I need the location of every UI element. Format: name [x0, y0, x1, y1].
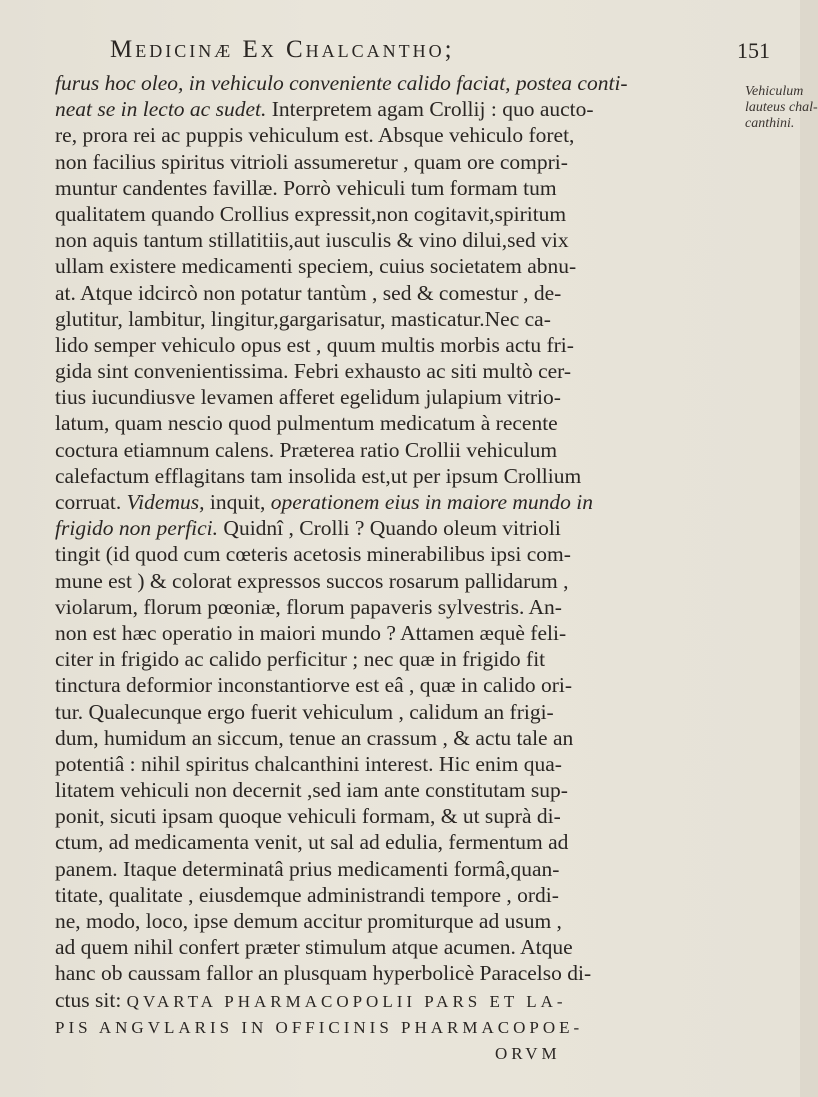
text-line — [55, 541, 743, 567]
text-line — [55, 908, 743, 934]
text-line — [55, 280, 743, 306]
text-line — [55, 201, 743, 227]
margin-note-line: canthini. — [745, 116, 795, 131]
text-line — [55, 332, 743, 358]
roman-text: hanc ob caussam fallor an plusquam hyperbolicè Paracelso di- — [55, 961, 592, 986]
roman-text: non facilius spiritus vitrioli assumeretur , quam ore compri- — [55, 149, 568, 174]
roman-text: tinctura deformior inconstantiorve est eâ , quæ in calido ori- — [55, 673, 573, 698]
roman-text: ctus sit: — [55, 987, 127, 1012]
text-line — [55, 437, 743, 463]
text-line — [55, 384, 743, 410]
body-text — [55, 70, 743, 1065]
text-line — [55, 410, 743, 436]
text-line — [55, 751, 743, 777]
text-line — [55, 489, 743, 515]
running-head-title: Medicinæ Ex Chalcantho; — [110, 36, 455, 63]
roman-text: ullam existere medicamenti speciem, cuius societatem abnu- — [55, 254, 577, 279]
roman-text: at. Atque idcircò non potatur tantùm , sed & comestur , de- — [55, 280, 562, 305]
margin-note-line: Vehiculum — [745, 84, 804, 99]
text-line — [55, 646, 743, 672]
running-head — [110, 36, 770, 66]
roman-text: potentiâ : nihil spiritus chalcanthini interest. Hic enim qua- — [55, 751, 562, 776]
text-line — [55, 515, 743, 541]
italic-text: Videmus, — [126, 490, 205, 514]
text-line — [55, 358, 743, 384]
roman-text: qualitatem quando Crollius expressit,non cogitavit,spiritum — [55, 201, 567, 226]
roman-text: glutitur, lambitur, lingitur,gargarisatur, masticatur.Nec ca- — [55, 306, 551, 331]
roman-text: gida sint convenientissima. Febri exhausto ac siti multò cer- — [55, 359, 572, 384]
roman-text: non aquis tantum stillatitiis,aut iusculis & vino dilui,sed vix — [55, 228, 569, 253]
text-line — [55, 960, 743, 986]
roman-text: Interpretem agam Crollij : quo aucto- — [266, 97, 594, 122]
text-line — [55, 934, 743, 960]
text-line — [55, 699, 743, 725]
roman-text: inquit, — [204, 490, 271, 514]
italic-text: neat se in lecto ac sudet. — [55, 97, 267, 122]
roman-text: tius iucundiusve levamen afferet egelidum julapium vitrio- — [55, 385, 561, 410]
roman-text: re, prora rei ac puppis vehiculum est. Absque vehiculo foret, — [55, 123, 575, 148]
roman-text: citer in frigido ac calido perficitur ; nec quæ in frigido fit — [55, 647, 546, 672]
roman-text: coctura etiamnum calens. Præterea ratio Crollii vehiculum — [55, 437, 558, 462]
roman-text: titate, qualitate , eiusdemque administrandi tempore , ordi- — [55, 882, 559, 907]
text-line — [55, 856, 743, 882]
roman-text: tingit (id quod cum cœteris acetosis minerabilibus ipsi com- — [55, 542, 571, 567]
text-line — [55, 227, 743, 253]
roman-text: lido semper vehiculo opus est , quum multis morbis actu fri- — [55, 332, 574, 357]
text-line — [55, 253, 743, 279]
italic-text: operationem eius in maiore mundo in — [270, 490, 594, 514]
capitals-text: ORVM — [495, 1043, 561, 1063]
roman-text: ad quem nihil confert præter stimulum atque acumen. Atque — [55, 935, 573, 960]
roman-text: ctum, ad medicamenta venit, ut sal ad edulia, fermentum ad — [55, 830, 569, 855]
text-line — [55, 594, 743, 620]
text-line — [55, 803, 743, 829]
text-line — [55, 149, 743, 175]
roman-text: non est hæc operatio in maiori mundo ? Attamen æquè feli- — [55, 620, 567, 645]
roman-text: muntur candentes favillæ. Porrò vehiculi tum formam tum — [55, 175, 557, 200]
roman-text: Quidnî , Crolli ? Quando oleum vitrioli — [218, 516, 561, 541]
italic-text: frigido non perfici. — [55, 516, 219, 541]
roman-text: dum, humidum an siccum, tenue an crassum , & actu tale an — [55, 725, 574, 750]
text-line — [55, 987, 743, 1013]
text-line — [55, 122, 743, 148]
text-line — [55, 620, 743, 646]
text-line — [55, 777, 743, 803]
text-line — [55, 725, 743, 751]
roman-text: ne, modo, loco, ipse demum accitur promiturque ad usum , — [55, 909, 562, 933]
roman-text: ponit, sicuti ipsam quoque vehiculi formam, & ut suprà di- — [55, 804, 561, 829]
roman-text: litatem vehiculi non decernit ,sed iam ante constitutam sup- — [55, 778, 568, 803]
roman-text: panem. Itaque determinatâ prius medicamenti formâ,quan- — [55, 856, 560, 881]
roman-text: corruat. — [55, 490, 127, 514]
italic-text: furus hoc oleo, in vehiculo conveniente calido faciat, postea conti- — [55, 71, 628, 95]
text-line — [55, 1039, 743, 1065]
text-line — [55, 672, 743, 698]
roman-text: mune est ) & colorat expressos succos rosarum pallidarum , — [55, 568, 569, 593]
capitals-text: PIS ANGVLARIS IN OFFICINIS PHARMACOPOE- — [55, 1017, 584, 1037]
text-line — [55, 882, 743, 908]
margin-note-line: lauteus chal- — [745, 100, 818, 115]
roman-text: violarum, florum pœoniæ, florum papaveris sylvestris. An- — [55, 594, 562, 619]
page-number: 151 — [737, 38, 770, 63]
margin-note — [745, 84, 818, 132]
text-line — [55, 568, 743, 594]
text-line — [55, 175, 743, 201]
text-line — [55, 306, 743, 332]
text-line — [55, 96, 743, 122]
text-line — [55, 463, 743, 489]
text-line — [55, 1013, 743, 1039]
text-line — [55, 70, 743, 96]
roman-text: latum, quam nescio quod pulmentum medicatum à recente — [55, 411, 558, 436]
roman-text: calefactum efflagitans tam insolida est,ut per ipsum Crollium — [55, 463, 582, 488]
text-line — [55, 829, 743, 855]
capitals-text: QVARTA PHARMACOPOLII PARS ET LA- — [126, 991, 567, 1011]
roman-text: tur. Qualecunque ergo fuerit vehiculum , calidum an frigi- — [55, 699, 554, 724]
